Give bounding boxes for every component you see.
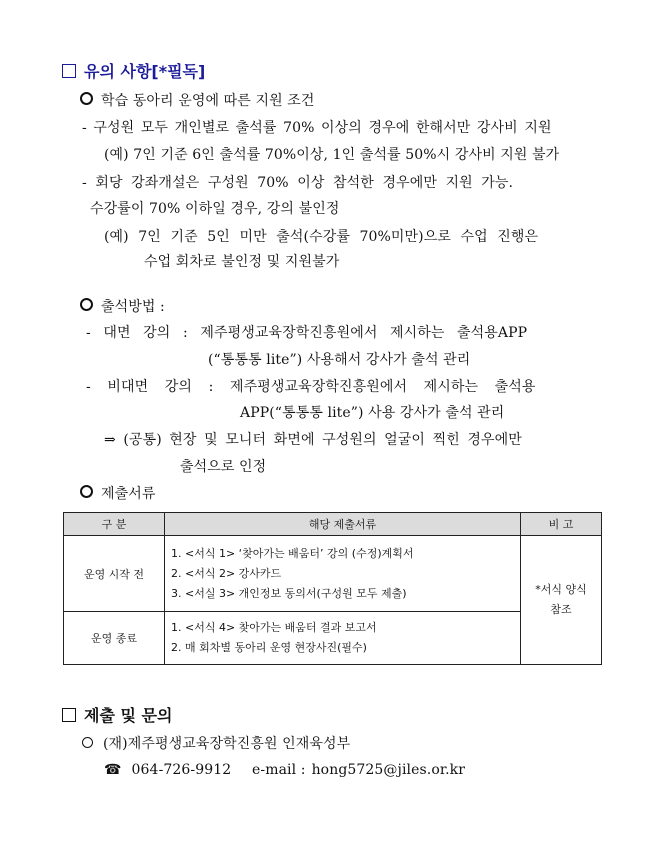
notice-title <box>62 59 205 82</box>
documents-table <box>63 512 602 665</box>
notice-line: 수강률이 70% 이하일 경우, 강의 불인정 <box>90 201 340 217</box>
notice-line: 수업 회차로 불인정 및 지원불가 <box>144 254 340 270</box>
contact-phone-row <box>104 762 231 778</box>
table-header: 구 분 <box>64 513 165 536</box>
doc-item: 2. <서식 2> 강사카드 <box>171 566 282 580</box>
phone-icon: ☎ <box>104 762 122 778</box>
checkbox-square-icon <box>62 64 76 78</box>
notice-line: APP(“통통통 lite”) 사용 강사가 출석 관리 <box>240 405 505 421</box>
notice-line: (예) 7인 기준 6인 출석률 70%이상, 1인 출석률 50%시 강사비 지원 불가 <box>104 147 560 163</box>
notice-line: - 비대면 강의 : 제주평생교육장학진흥원에서 제시하는 출석용 <box>86 379 536 395</box>
note-line: *서식 양식 <box>535 583 587 596</box>
table-cell-docs <box>165 536 521 612</box>
notice-line: (“통통통 lite”) 사용해서 강사가 출석 관리 <box>208 352 471 368</box>
doc-item: 2. 매 회차별 동아리 운영 현장사진(필수) <box>171 641 367 654</box>
section-heading-documents: 제출서류 <box>80 483 156 503</box>
table-cell-category: 운영 종료 <box>64 612 165 665</box>
table-header: 해당 제출서류 <box>165 513 521 536</box>
checkbox-square-icon <box>62 708 76 722</box>
email-address[interactable]: hong5725@jiles.or.kr <box>311 762 466 778</box>
doc-item: 3. <서실 3> 개인정보 동의서(구성원 모두 제출) <box>171 586 407 600</box>
table-header-row <box>64 513 602 536</box>
table-cell-docs <box>165 612 521 665</box>
email-label: e-mail : <box>252 762 306 778</box>
notice-line: - 회당 강좌개설은 구성원 70% 이상 참석한 경우에만 지원 가능. <box>82 175 514 191</box>
doc-item: 1. <서식 1> ‘찾아가는 배움터’ 강의 (수정)계획서 <box>171 546 414 560</box>
notice-line: 출석으로 인정 <box>180 459 267 475</box>
notice-line: (예) 7인 기준 5인 미만 출석(수강률 70%미만)으로 수업 진행은 <box>104 229 539 245</box>
doc-item: 1. <서식 4> 찾아가는 배움터 결과 보고서 <box>171 621 377 634</box>
table-row <box>64 536 602 612</box>
bullet-circle-icon <box>80 485 93 498</box>
notice-line: ⇒ (공통) 현장 및 모니터 화면에 구성원의 얼굴이 찍힌 경우에만 <box>104 432 522 448</box>
section-heading-attendance: 출석방법 : <box>80 296 165 316</box>
contact-title <box>62 703 172 726</box>
contact-email-row <box>252 762 465 778</box>
notice-line: - 구성원 모두 개인별로 출석률 70% 이상의 경우에 한해서만 강사비 지원 <box>82 120 552 136</box>
bullet-circle-icon <box>82 737 93 748</box>
note-line: 참조 <box>550 603 572 616</box>
table-cell-category: 운영 시작 전 <box>64 536 165 612</box>
notice-line: - 대면 강의 : 제주평생교육장학진흥원에서 제시하는 출석용APP <box>86 325 528 341</box>
table-cell-note <box>521 536 602 665</box>
bullet-circle-icon <box>80 298 93 311</box>
section-heading-support: 학습 동아리 운영에 따른 지원 조건 <box>80 90 315 110</box>
contact-title-text: 제출 및 문의 <box>84 706 173 725</box>
table-header: 비 고 <box>521 513 602 536</box>
notice-title-text: 유의 사항[*필독] <box>84 62 206 81</box>
contact-org: (재)제주평생교육장학진흥원 인재육성부 <box>82 733 350 753</box>
phone-number: 064-726-9912 <box>131 762 232 778</box>
bullet-circle-icon <box>80 92 93 105</box>
